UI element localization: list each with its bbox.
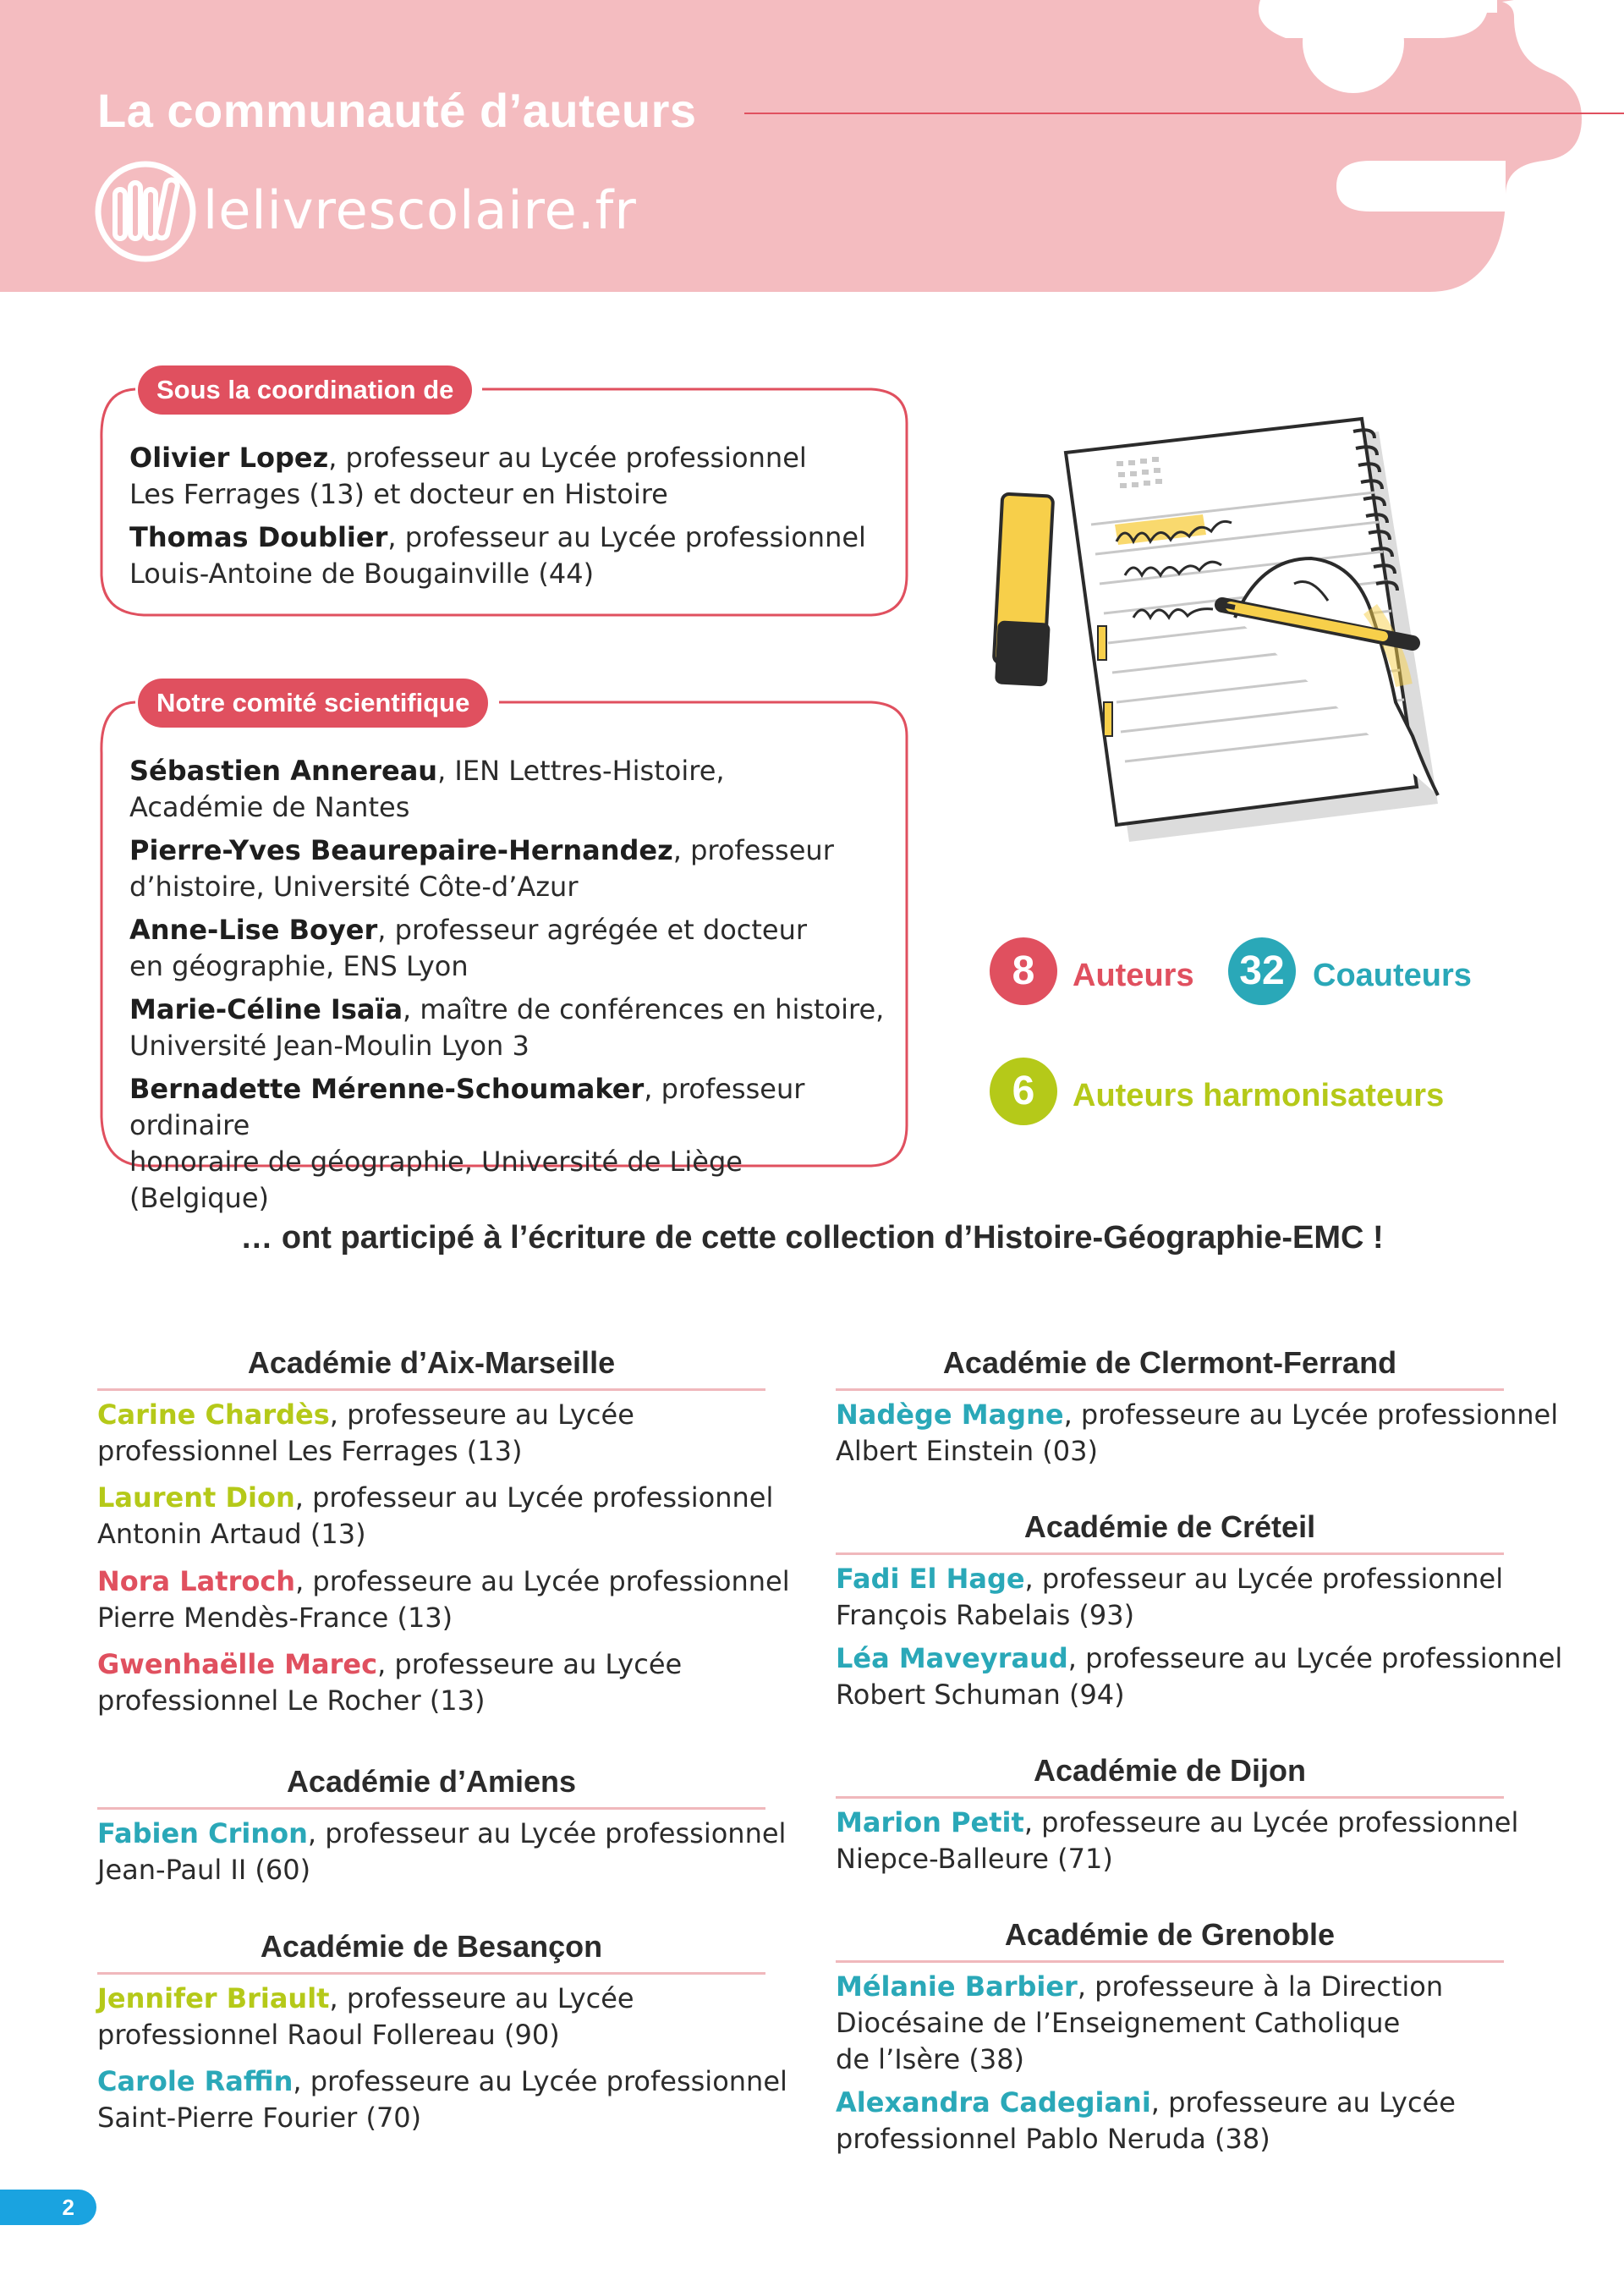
book-logo-icon	[95, 161, 196, 262]
author-entry: Gwenhaëlle Marec, professeure au Lycée professionnel Le Rocher (13)	[97, 1648, 683, 1717]
author-entry: Nora Latroch, professeure au Lycée professionnel Pierre Mendès-France (13)	[97, 1565, 790, 1634]
committee-entry: Marie-Céline Isaïa, maître de conférences en histoire, Université Jean-Moulin Lyon 3	[129, 993, 885, 1062]
academy-divider	[97, 1972, 765, 1975]
author-entry: Jennifer Briault, professeure au Lycée professionnel Raoul Follereau (90)	[97, 1982, 634, 2051]
academy-title: Académie de Besançon	[260, 1929, 603, 1964]
author-entry: Nadège Magne, professeure au Lycée professionnel Albert Einstein (03)	[836, 1399, 1559, 1467]
author-entry: Fadi El Hage, professeur au Lycée professionnel François Rabelais (93)	[836, 1563, 1504, 1631]
coauthors-count-badge: 32	[1228, 937, 1296, 1005]
academy-divider	[836, 1960, 1504, 1963]
academy-title: Académie d’Amiens	[286, 1764, 577, 1799]
author-entry: Carine Chardès, professeure au Lycée professionnel Les Ferrages (13)	[97, 1399, 634, 1467]
author-entry: Léa Maveyraud, professeure au Lycée professionnel Robert Schuman (94)	[836, 1642, 1563, 1711]
committee-entry: Bernadette Mérenne-Schoumaker, professeur ordinaire honoraire de géographie, Université de Liège (Belgique)	[129, 1073, 805, 1214]
author-entry: Alexandra Cadegiani, professeure au Lycée professionnel Pablo Neruda (38)	[836, 2086, 1456, 2155]
author-entry: Carole Raffin, professeure au Lycée professionnel Saint-Pierre Fourier (70)	[97, 2065, 787, 2134]
page-number: 2	[0, 2190, 96, 2225]
authors-count-badge: 8	[990, 937, 1057, 1005]
academy-title: Académie de Dijon	[1033, 1753, 1307, 1788]
committee-entry: Pierre-Yves Beaurepaire-Hernandez, professeur d’histoire, Université Côte-d’Azur	[129, 834, 834, 903]
page-title: La communauté d’auteurs	[97, 84, 697, 137]
notebook-illustration	[990, 415, 1446, 854]
author-entry: Mélanie Barbier, professeure à la Direction Diocésaine de l’Enseignement Catholique de l’Isère (38)	[836, 1970, 1444, 2075]
coauthors-label: Coauteurs	[1313, 958, 1472, 993]
coordinator-entry: Olivier Lopez, professeur au Lycée professionnel Les Ferrages (13) et docteur en Histoire	[129, 442, 807, 510]
academy-title: Académie de Créteil	[1023, 1509, 1316, 1544]
academy-divider	[97, 1807, 765, 1810]
authors-label: Auteurs	[1073, 958, 1194, 993]
collection-tagline: … ont participé à l’écriture de cette collection d’Histoire-Géographie-EMC !	[240, 1220, 1384, 1256]
academy-divider	[97, 1388, 765, 1391]
committee-entry: Sébastien Annereau, IEN Lettres-Histoire, Académie de Nantes	[129, 755, 725, 823]
logo-wordmark: lelivrescolaire.fr	[203, 179, 637, 241]
coordinator-entry: Thomas Doublier, professeur au Lycée professionnel Louis-Antoine de Bougainville (44)	[129, 521, 866, 590]
committee-label: Notre comité scientifique	[138, 679, 488, 728]
author-entry: Laurent Dion, professeur au Lycée professionnel Antonin Artaud (13)	[97, 1481, 774, 1550]
header-banner	[0, 0, 1624, 292]
harmonizers-count-badge: 6	[990, 1058, 1057, 1125]
academy-divider	[836, 1388, 1504, 1391]
author-entry: Fabien Crinon, professeur au Lycée professionnel Jean-Paul II (60)	[97, 1817, 787, 1886]
committee-entry: Anne-Lise Boyer, professeur agrégée et docteur en géographie, ENS Lyon	[129, 914, 808, 982]
academy-title: Académie d’Aix-Marseille	[247, 1345, 616, 1380]
author-entry: Marion Petit, professeure au Lycée professionnel Niepce-Balleure (71)	[836, 1806, 1519, 1875]
coordination-label: Sous la coordination de	[138, 365, 472, 415]
academy-divider	[836, 1796, 1504, 1799]
academy-divider	[836, 1552, 1504, 1555]
academy-title: Académie de Clermont-Ferrand	[942, 1345, 1397, 1380]
harmonizers-label: Auteurs harmonisateurs	[1073, 1078, 1445, 1113]
academy-title: Académie de Grenoble	[1004, 1917, 1336, 1952]
